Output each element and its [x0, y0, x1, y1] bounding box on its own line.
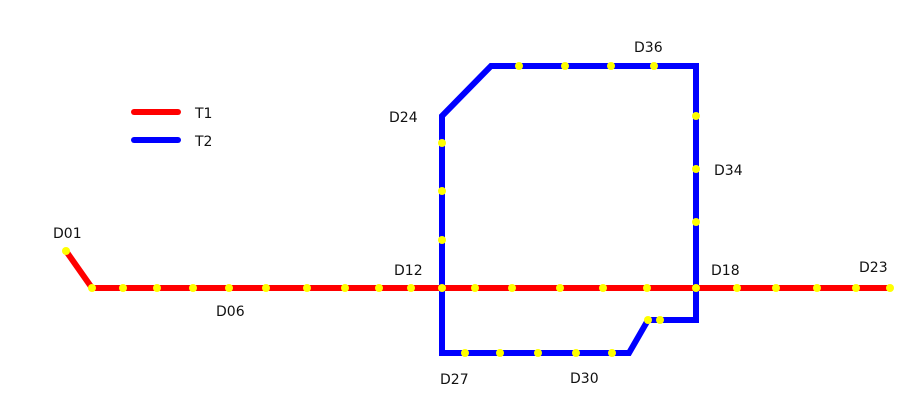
- label-d34: D34: [714, 163, 743, 179]
- station-t2[interactable]: [461, 349, 469, 357]
- station-d23[interactable]: [886, 284, 894, 292]
- label-d23: D23: [859, 260, 888, 276]
- station-t2[interactable]: [515, 62, 523, 70]
- station-t2[interactable]: [692, 112, 700, 120]
- station-t2[interactable]: [438, 236, 446, 244]
- station-labels: [53, 40, 888, 388]
- station-t2[interactable]: [534, 349, 542, 357]
- station-t1[interactable]: [153, 284, 161, 292]
- line-t1-route: [66, 251, 890, 288]
- station-t2[interactable]: [608, 349, 616, 357]
- station-t1[interactable]: [733, 284, 741, 292]
- legend-label-t2: T2: [195, 134, 213, 150]
- station-t1[interactable]: [189, 284, 197, 292]
- stations-t2: [438, 62, 700, 357]
- label-d27: D27: [440, 372, 469, 388]
- station-t2[interactable]: [644, 316, 652, 324]
- station-t2[interactable]: [496, 349, 504, 357]
- station-t1[interactable]: [772, 284, 780, 292]
- station-d06[interactable]: [225, 284, 233, 292]
- station-t2[interactable]: [438, 139, 446, 147]
- label-d36: D36: [634, 40, 663, 56]
- label-d30: D30: [570, 371, 599, 387]
- station-t1[interactable]: [375, 284, 383, 292]
- station-t1[interactable]: [508, 284, 516, 292]
- station-t1[interactable]: [303, 284, 311, 292]
- station-t1[interactable]: [852, 284, 860, 292]
- station-t2[interactable]: [692, 218, 700, 226]
- label-d12: D12: [394, 263, 423, 279]
- station-t2[interactable]: [438, 187, 446, 195]
- station-t1[interactable]: [556, 284, 564, 292]
- label-d06: D06: [216, 304, 245, 320]
- station-d18[interactable]: [692, 284, 700, 292]
- station-d30[interactable]: [572, 349, 580, 357]
- line-t2-route: [442, 66, 696, 353]
- station-t1[interactable]: [813, 284, 821, 292]
- station-t1[interactable]: [262, 284, 270, 292]
- station-t1[interactable]: [599, 284, 607, 292]
- label-d01: D01: [53, 226, 82, 242]
- station-t1[interactable]: [341, 284, 349, 292]
- station-t1[interactable]: [407, 284, 415, 292]
- station-d01[interactable]: [62, 247, 70, 255]
- label-d18: D18: [711, 263, 740, 279]
- station-t1[interactable]: [643, 284, 651, 292]
- station-t2[interactable]: [607, 62, 615, 70]
- station-d12[interactable]: [438, 284, 446, 292]
- station-t2[interactable]: [561, 62, 569, 70]
- station-t2[interactable]: [656, 316, 664, 324]
- legend: [134, 106, 212, 150]
- station-d36[interactable]: [650, 62, 658, 70]
- legend-label-t1: T1: [195, 106, 213, 122]
- station-t1[interactable]: [471, 284, 479, 292]
- label-d24: D24: [389, 110, 418, 126]
- station-d34[interactable]: [692, 165, 700, 173]
- station-t1[interactable]: [88, 284, 96, 292]
- station-t1[interactable]: [119, 284, 127, 292]
